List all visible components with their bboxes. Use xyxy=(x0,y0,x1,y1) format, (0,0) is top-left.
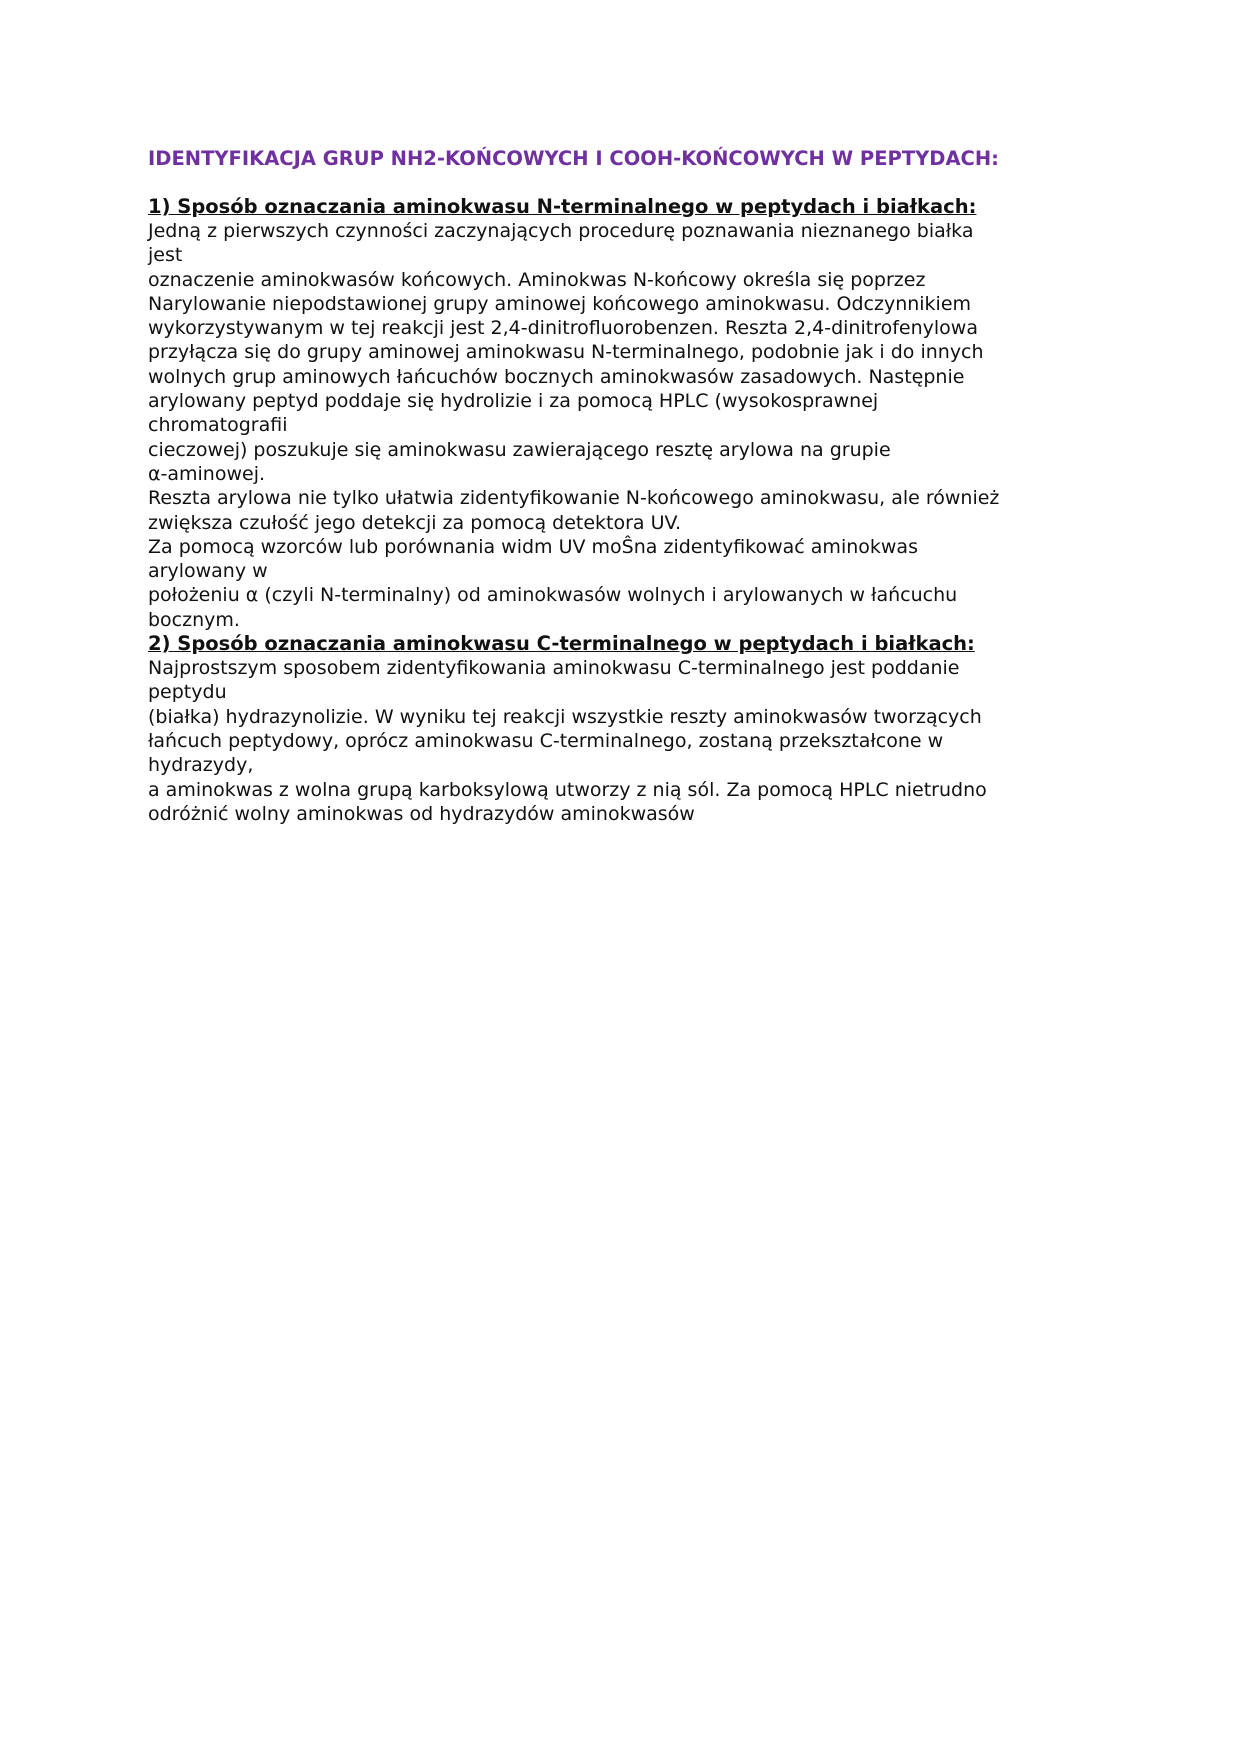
section-2-body xyxy=(148,656,1118,826)
paragraph-line: łańcuch peptydowy, oprócz aminokwasu C-terminalnego, zostaną przekształcone w xyxy=(148,729,944,752)
paragraph-line: (białka) hydrazynolizie. W wyniku tej reakcji wszystkie reszty aminokwasów tworzących xyxy=(148,705,982,728)
paragraph-line: jest xyxy=(148,244,183,267)
paragraph-line: α-aminowej. xyxy=(148,462,266,485)
paragraph-line: odróżnić wolny aminokwas od hydrazydów aminokwasów xyxy=(148,802,695,825)
paragraph-line: Narylowanie niepodstawionej grupy aminowej końcowego aminokwasu. Odczynnikiem xyxy=(148,292,972,315)
paragraph-line: przyłącza się do grupy aminowej aminokwasu N-terminalnego, podobnie jak i do innych xyxy=(148,341,984,364)
section-1-heading: 1) Sposób oznaczania aminokwasu N-terminalnego w peptydach i białkach: xyxy=(148,195,977,218)
paragraph-line: arylowany w xyxy=(148,560,268,583)
document-title: IDENTYFIKACJA GRUP NH2-KOŃCOWYCH I COOH-KOŃCOWYCH W PEPTYDACH: xyxy=(148,147,999,170)
paragraph-line: Najprostszym sposobem zidentyfikowania aminokwasu C-terminalnego jest poddanie xyxy=(148,657,960,680)
paragraph-line: zwiększa czułość jego detekcji za pomocą detektora UV. xyxy=(148,511,682,534)
paragraph-line: wykorzystywanym w tej reakcji jest 2,4-dinitrofluorobenzen. Reszta 2,4-dinitrofenylowa xyxy=(148,317,978,340)
paragraph-line: Za pomocą wzorców lub porównania widm UV moŜna zidentyfikować aminokwas xyxy=(148,535,918,558)
paragraph-line: Jedną z pierwszych czynności zaczynających procedurę poznawania nieznanego białka xyxy=(148,220,974,242)
paragraph-line: a aminokwas z wolna grupą karboksylową utworzy z nią sól. Za pomocą HPLC nietrudno xyxy=(148,778,987,801)
paragraph-line: hydrazydy, xyxy=(148,754,254,777)
paragraph-line: cieczowej) poszukuje się aminokwasu zawierającego resztę arylowa na grupie xyxy=(148,438,891,461)
paragraph-line: arylowany peptyd poddaje się hydrolizie i za pomocą HPLC (wysokosprawnej xyxy=(148,390,879,413)
paragraph-line: wolnych grup aminowych łańcuchów bocznych aminokwasów zasadowych. Następnie xyxy=(148,365,965,388)
paragraph-line: peptydu xyxy=(148,681,227,704)
paragraph-line: położeniu α (czyli N-terminalny) od aminokwasów wolnych i arylowanych w łańcuchu xyxy=(148,584,958,607)
paragraph-line: Reszta arylowa nie tylko ułatwia zidentyfikowanie N-końcowego aminokwasu, ale również xyxy=(148,487,1000,510)
section-2-heading: 2) Sposób oznaczania aminokwasu C-terminalnego w peptydach i białkach: xyxy=(148,632,975,656)
paragraph-line: oznaczenie aminokwasów końcowych. Aminokwas N-końcowy określa się poprzez xyxy=(148,268,926,291)
section-1-body xyxy=(148,219,1118,632)
paragraph-line: bocznym. xyxy=(148,608,240,631)
document-content xyxy=(148,145,1118,826)
paragraph-line: chromatografii xyxy=(148,414,288,437)
